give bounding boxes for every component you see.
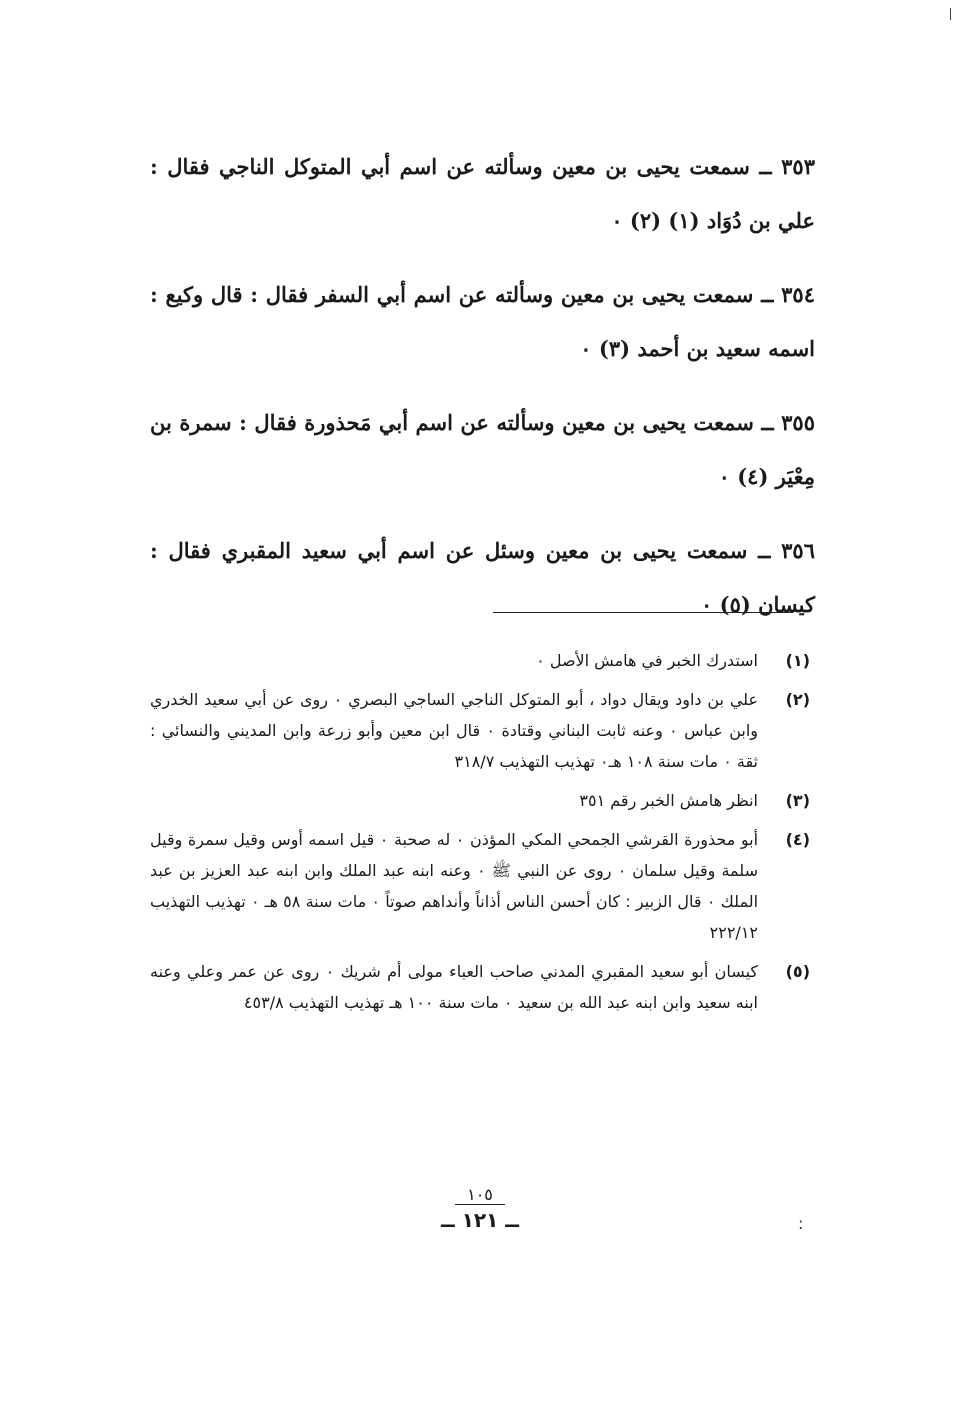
footnote-text: علي بن داود ويقال دواد ، أبو المتوكل الناجي الساجي البصري ٠ روى عن أبي سعيد الخدري وابن عباس ٠ وعنه ثابت البناني وقتادة ٠ قال ابن معين وأبو زرعة وابن المديني والنسائي : ثقة ٠ مات سنة ١٠٨ هـ٠ تهذيب التهذيب ٣١٨/٧ [150,690,759,771]
page-number [400,1185,560,1233]
footnote-text: كيسان أبو سعيد المقبري المدني صاحب العباء مولى أم شريك ٠ روى عن عمر وعلي وعنه ابنه سعيد وابن ابنه عبد الله بن سعيد ٠ مات سنة ١٠٠ هـ تهذيب التهذيب ٤٥٣/٨ [150,962,759,1012]
footnote-1 [150,645,810,676]
current-page-number: ــ ١٢١ ــ [441,1208,519,1232]
entry-356: ٣٥٦ ــ سمعت يحيى بن معين وسئل عن اسم أبي سعيد المقبري فقال : كيسان (٥) ٠ [150,538,815,617]
margin-mark: : [798,1214,804,1233]
entry-355: ٣٥٥ ــ سمعت يحيى بن معين وسألته عن اسم أبي مَحذورة فقال : سمرة بن مِعْيَر (٤) ٠ [150,410,815,489]
footnote-number: (٤) [785,830,810,849]
entry-353: ٣٥٣ ــ سمعت يحيى بن معين وسألته عن اسم أبي المتوكل الناجي فقال : علي بن دُوَاد (١) (٢) ٠ [150,154,815,233]
footnote-4 [150,824,810,948]
footnote-2 [150,684,810,777]
footnote-separator [493,612,793,613]
footnotes [150,645,810,1026]
scan-edge-mark [950,8,951,20]
footnote-number: (٣) [785,791,810,810]
footnote-text: أبو محذورة القرشي الجمحي المكي المؤذن ٠ له صحبة ٠ قيل اسمه أوس وقيل سمرة وقيل سلمة وقيل سلمان ٠ روى عن النبي ﷺ ٠ وعنه ابنه عبد الملك وابن ابنه عبد العزيز بن عبد الملك ٠ قال الزبير : كان أحسن الناس أذاناً وأنداهم صوتاً ٠ مات سنة ٥٨ هـ ٠ تهذيب التهذيب ٢٢٢/١٢ [150,830,759,942]
original-page-number: ١٠٥ [455,1186,505,1205]
footnote-number: (٥) [785,962,810,981]
footnote-number: (١) [785,651,810,670]
footnote-number: (٢) [785,690,810,709]
main-text [150,140,815,652]
entry-354: ٣٥٤ ــ سمعت يحيى بن معين وسألته عن اسم أبي السفر فقال : قال وكيع : اسمه سعيد بن أحمد (٣) ٠ [150,282,815,361]
footnote-5 [150,956,810,1018]
footnote-3 [150,785,810,816]
footnote-text: استدرك الخبر في هامش الأصل ٠ [536,651,758,670]
footnote-text: انظر هامش الخبر رقم ٣٥١ [579,791,758,810]
